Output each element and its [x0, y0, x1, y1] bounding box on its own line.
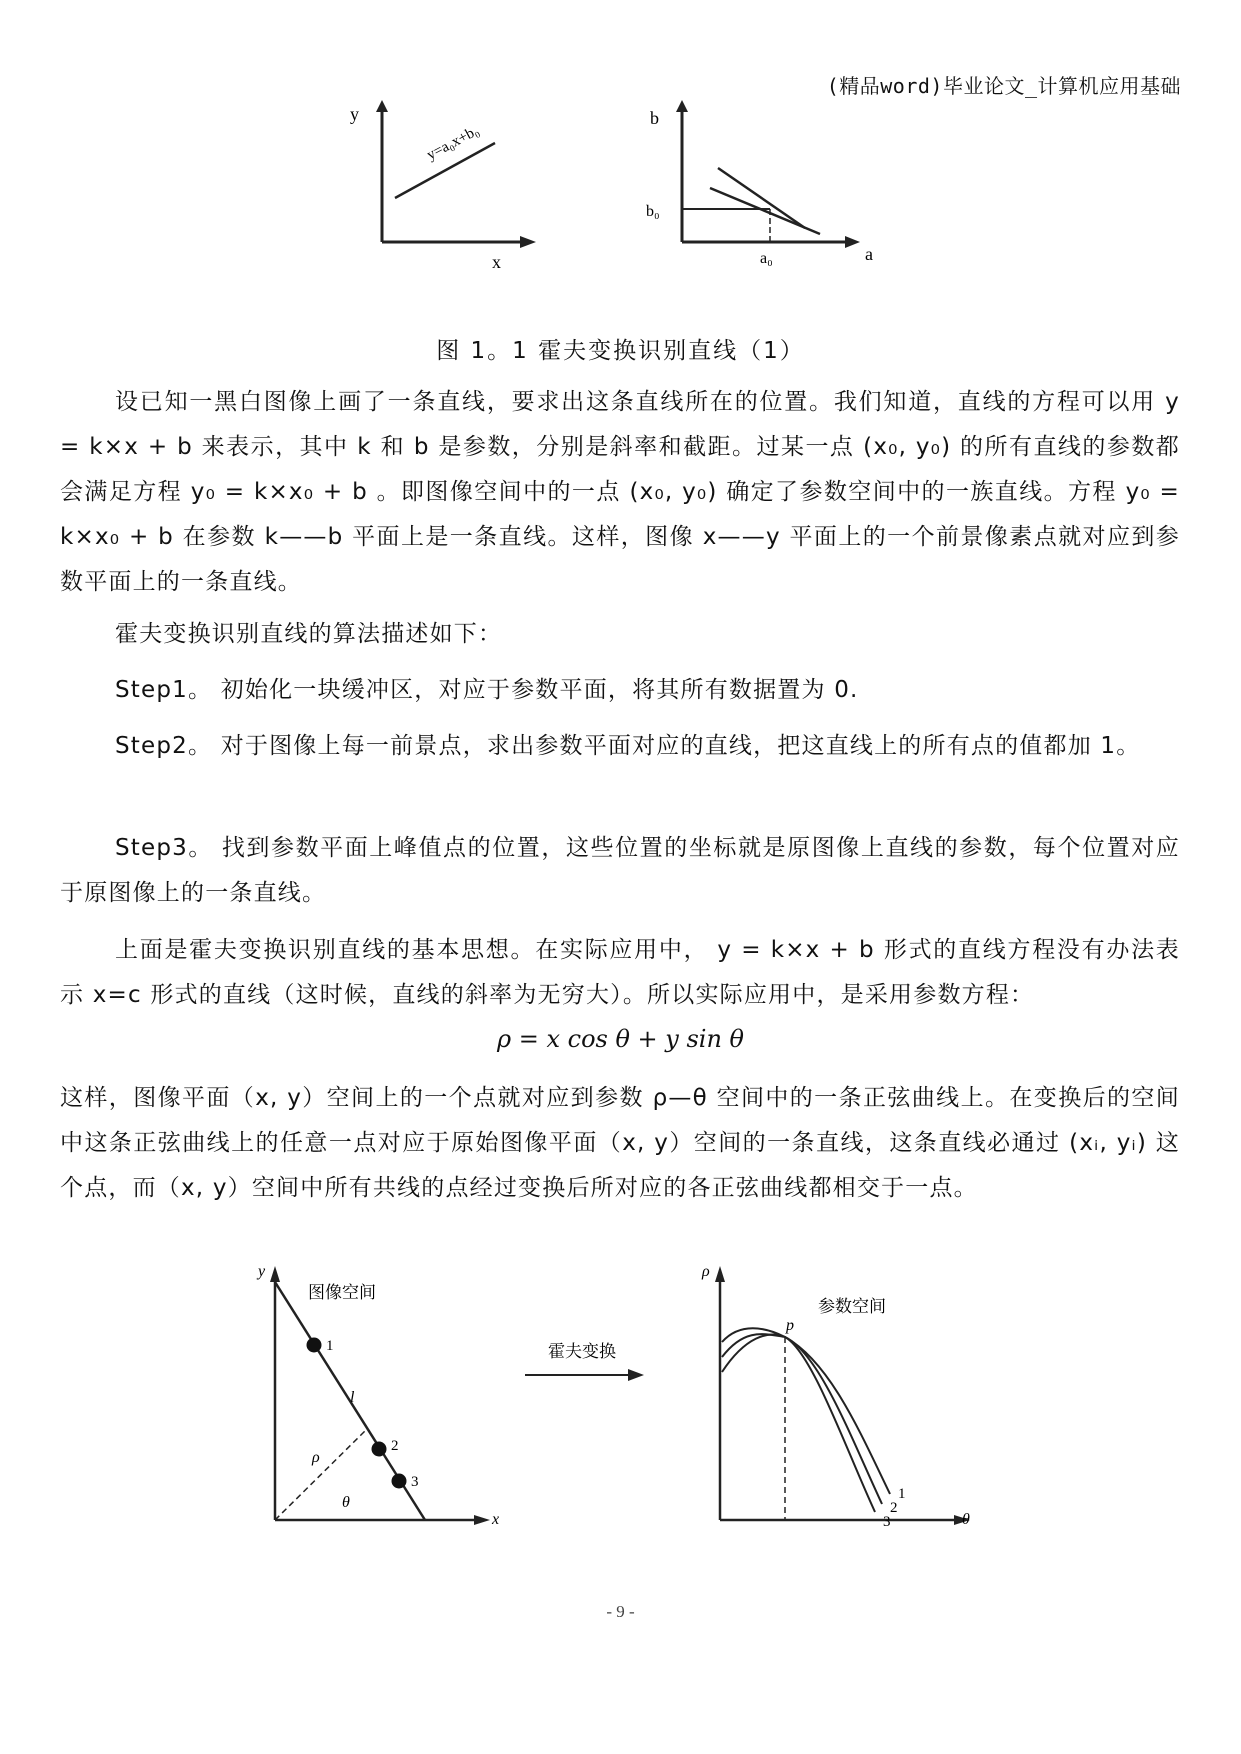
paragraph-1: 设已知一黑白图像上画了一条直线，要求出这条直线所在的位置。我们知道，直线的方程可以用 y = k×x + b 来表示，其中 k 和 b 是参数，分别是斜率和截距。过某一点 (x₀, y₀) 的所有直线的参数都会满足方程 y₀ = k×x₀ + b 。即图像空间中的一点 (x₀, y₀) 确定了参数空间中的一族直线。方程 y₀ = k×x₀ + b 在参数 k——b 平面上是一条直线。这样，图像 x——y 平面上的一个前景像素点就对应到参数平面上的一条直线。: [60, 389, 1180, 595]
fig1-right-ylabel: b: [650, 108, 659, 128]
fig2-line-label: l: [350, 1389, 355, 1406]
fig2-arrow-label: 霍夫变换: [548, 1342, 616, 1362]
fig1-left-xlabel: x: [492, 252, 501, 272]
page-number: - 9 -: [606, 1602, 635, 1621]
fig2-curve-2-label: 2: [890, 1500, 898, 1516]
fig2-left-xlabel: x: [492, 1511, 500, 1528]
paragraph-4: 这样，图像平面（x, y）空间上的一个点就对应到参数 ρ—θ 空间中的一条正弦曲线上。在变换后的空间中这条正弦曲线上的任意一点对应于原始图像平面（x, y）空间的一条直线，这条直线必通过 (xᵢ, yᵢ) 这个点，而（x, y）空间中所有共线的点经过变换后所对应的各正弦曲线都相交于一点。: [60, 1085, 1180, 1201]
figure-2-image-space: [250, 1262, 510, 1547]
fig2-point-2-label: 2: [391, 1438, 399, 1454]
fig2-theta-label: θ: [342, 1494, 350, 1511]
figure-2-transform-arrow: [520, 1335, 650, 1395]
paragraph-2: 霍夫变换识别直线的算法描述如下：: [115, 621, 503, 647]
fig2-left-title: 图像空间: [308, 1283, 376, 1303]
fig2-point-1-label: 1: [326, 1338, 334, 1354]
fig2-curve-1-label: 1: [898, 1486, 906, 1502]
parametric-equation: ρ = x cos θ + y sin θ: [496, 1025, 744, 1053]
fig2-curve-3-label: 3: [883, 1514, 891, 1530]
fig2-right-title: 参数空间: [818, 1297, 886, 1317]
page-header: (精品word)毕业论文_计算机应用基础: [826, 74, 1181, 98]
fig1-left-ylabel: y: [350, 104, 359, 124]
figure-1-right-graph: [640, 100, 890, 300]
figure-1-left-graph: [340, 100, 540, 300]
step-2: Step2。 对于图像上每一前景点，求出参数平面对应的直线，把这直线上的所有点的值都加 1。: [115, 733, 1141, 759]
fig1-left-line-label: y=a₀x+b₀: [424, 122, 482, 164]
fig1-right-xlabel: a: [865, 244, 873, 264]
fig2-right-xlabel: θ: [962, 1511, 970, 1528]
step-3: Step3。 找到参数平面上峰值点的位置，这些位置的坐标就是原图像上直线的参数，每个位置对应于原图像上的一条直线。: [60, 835, 1180, 906]
fig2-point-3-label: 3: [411, 1474, 419, 1490]
fig2-rho-label: ρ: [312, 1449, 320, 1466]
fig2-left-ylabel: y: [258, 1263, 266, 1280]
fig1-right-a0: a₀: [760, 250, 773, 267]
step-1: Step1。 初始化一块缓冲区，对应于参数平面，将其所有数据置为 0.: [115, 677, 859, 703]
figure-1-caption: 图 1。1 霍夫变换识别直线（1）: [436, 338, 805, 364]
fig1-right-b0: b₀: [646, 203, 660, 220]
fig2-peak-label: p: [786, 1317, 794, 1334]
paragraph-3: 上面是霍夫变换识别直线的基本思想。在实际应用中， y = k×x + b 形式的直线方程没有办法表示 x=c 形式的直线（这时候，直线的斜率为无穷大）。所以实际应用中，是采用参数方程：: [60, 937, 1180, 1008]
fig2-right-ylabel: ρ: [702, 1263, 710, 1280]
figure-2-parameter-space: [700, 1262, 980, 1547]
